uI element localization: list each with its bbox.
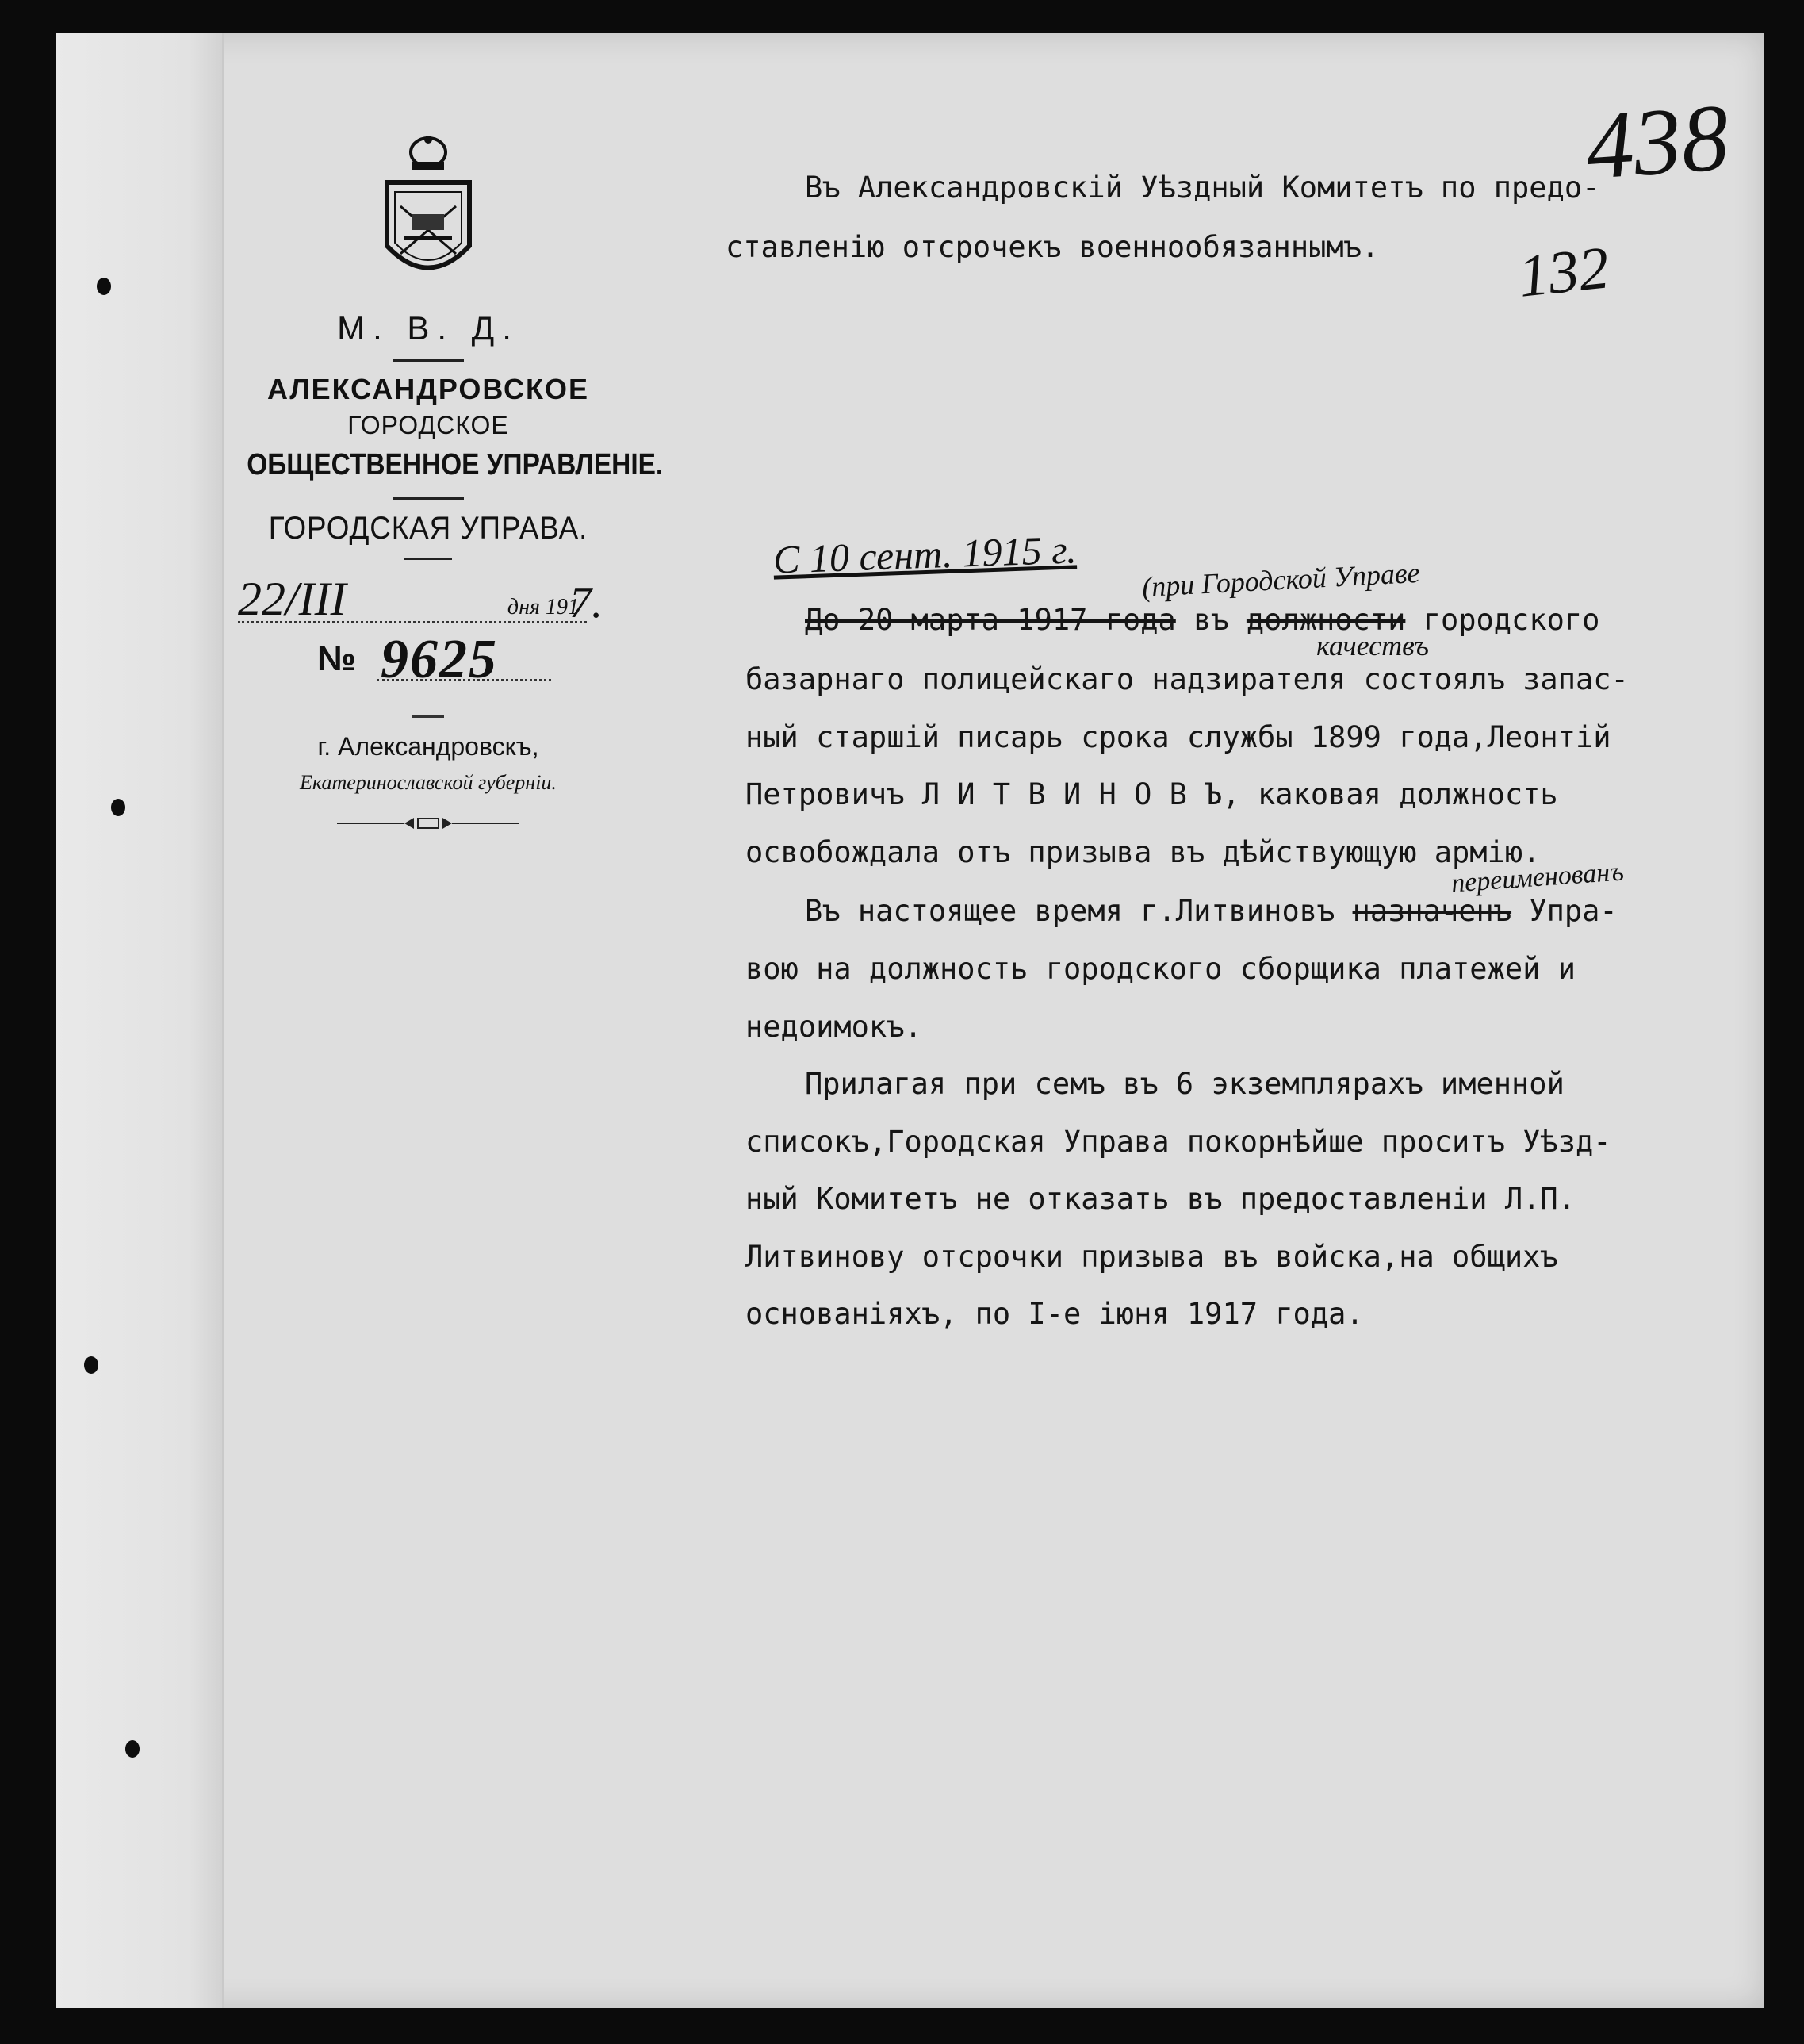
handwritten-number: 9625 bbox=[381, 629, 498, 690]
paragraph2-line1 bbox=[805, 894, 1618, 928]
text-fragment: Въ настоящее время г.Литвиновъ bbox=[805, 894, 1353, 928]
org-name-line3: ОБЩЕСТВЕННОЕ УПРАВЛЕНІЕ. bbox=[247, 448, 664, 481]
number-sign: № bbox=[317, 639, 357, 678]
paragraph3-line4: Литвинову отсрочки призыва въ войска,на общихъ bbox=[745, 1240, 1558, 1274]
divider bbox=[393, 497, 464, 500]
paragraph1-line1 bbox=[805, 603, 1599, 637]
paragraph1-line2: базарнаго полицейскаго надзирателя состоялъ запас- bbox=[745, 662, 1629, 696]
province-name: Екатеринославской губерніи. bbox=[300, 771, 557, 794]
paragraph3-line1: Прилагая при семъ въ 6 экземплярахъ именной bbox=[805, 1067, 1565, 1101]
number-line bbox=[222, 629, 634, 695]
handwritten-year: 7. bbox=[569, 578, 603, 627]
struck-text: должности bbox=[1246, 603, 1406, 637]
org-name-line4: ГОРОДСКАЯ УПРАВА. bbox=[268, 511, 588, 546]
punch-hole bbox=[84, 1356, 98, 1374]
annotation-date: С 10 сент. 1915 г. bbox=[772, 527, 1078, 582]
divider bbox=[404, 558, 452, 560]
ministry-title: М. В. Д. bbox=[337, 309, 519, 347]
paragraph3-line5: основаніяхъ, по I-е іюня 1917 года. bbox=[745, 1297, 1364, 1331]
date-line bbox=[222, 573, 634, 631]
city-name: г. Александровскъ, bbox=[317, 732, 539, 761]
punch-hole bbox=[125, 1740, 140, 1758]
handwritten-date: 22/III bbox=[238, 573, 347, 625]
coat-of-arms-icon bbox=[381, 135, 476, 293]
text-fragment: городского bbox=[1405, 603, 1600, 637]
paragraph1-line4: Петровичъ Л И Т В И Н О В Ъ, каковая должность bbox=[745, 777, 1558, 811]
binding-margin bbox=[56, 33, 224, 2008]
divider bbox=[393, 359, 464, 362]
ornament-divider-icon bbox=[337, 815, 519, 831]
annotation-correction-word: качествъ bbox=[1316, 630, 1429, 662]
text-fragment: въ bbox=[1175, 603, 1247, 637]
date-label: дня 191 bbox=[507, 595, 579, 619]
struck-text: назначенъ bbox=[1352, 894, 1512, 928]
paragraph3-line3: ный Комитетъ не отказать въ предоставленіи Л.П. bbox=[745, 1182, 1576, 1216]
folio-number-secondary: 132 bbox=[1515, 234, 1613, 310]
punch-hole bbox=[97, 278, 111, 295]
number-dotted-line bbox=[377, 679, 551, 681]
annotation-insert: (при Городской Управе bbox=[1141, 556, 1421, 604]
paragraph2-line3: недоимокъ. bbox=[745, 1010, 922, 1044]
org-name-line2: ГОРОДСКОЕ bbox=[347, 411, 509, 439]
org-name-line1: АЛЕКСАНДРОВСКОЕ bbox=[266, 373, 590, 405]
paragraph2-line2: вою на должность городского сборщика платежей и bbox=[745, 952, 1576, 986]
paragraph1-line5: освобождала отъ призыва въ дѣйствующую армію. bbox=[745, 835, 1541, 869]
struck-text: До 20 марта 1917 года bbox=[805, 603, 1176, 637]
letterhead bbox=[222, 135, 664, 835]
text-fragment: Упра- bbox=[1511, 894, 1618, 928]
folio-number: 438 bbox=[1582, 83, 1733, 200]
punch-hole bbox=[111, 799, 125, 816]
addressee-line2: ставленію отсрочекъ военнообязаннымъ. bbox=[726, 230, 1380, 264]
divider bbox=[412, 715, 444, 718]
paragraph3-line2: списокъ,Городская Управа покорнѣйше проситъ Уѣзд- bbox=[745, 1125, 1611, 1159]
addressee-line1: Въ Александровскій Уѣздный Комитетъ по предо- bbox=[805, 171, 1600, 205]
annotation-correction-verb: переименованъ bbox=[1450, 857, 1625, 899]
paragraph1-line3: ный старшій писарь срока службы 1899 года,Леонтій bbox=[745, 720, 1611, 754]
